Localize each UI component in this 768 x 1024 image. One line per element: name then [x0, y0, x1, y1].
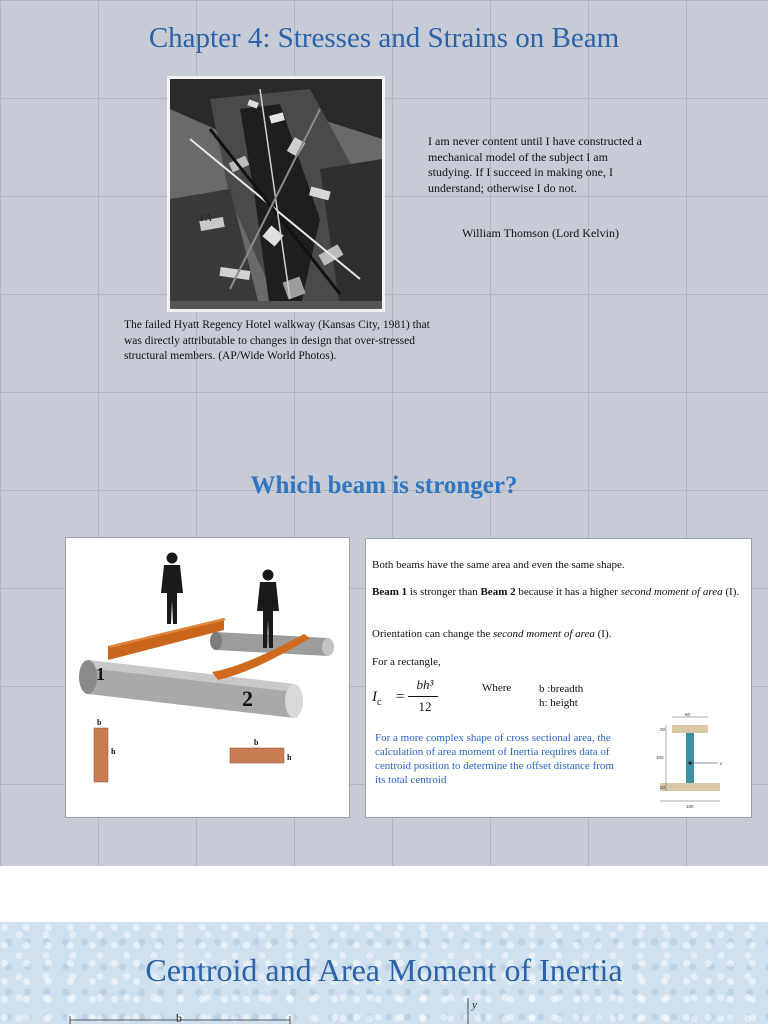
- quote-author: William Thomson (Lord Kelvin): [462, 226, 619, 240]
- orientation-term: second moment of area: [492, 628, 595, 640]
- variable-definitions: [539, 682, 583, 710]
- complex-shape-text: For a more complex shape of cross sectional area, the calculation of area moment of Inertia requires data of centroid position to determine the offset distance from its total centroid: [375, 732, 614, 786]
- hyatt-collapse-photo: [167, 76, 385, 312]
- orientation-suffix: (I).: [594, 628, 612, 640]
- inertia-formula: [372, 677, 452, 717]
- kelvin-quote: I am never content until I have constructed a mechanical model of the subject I am studying. If I succeed in making one, I understand; otherwise I do not.: [428, 134, 642, 195]
- second-moment-term: second moment of area: [620, 586, 723, 598]
- rectangle-text: For a rectangle,: [372, 656, 441, 668]
- beam-1-vertical: [108, 618, 226, 660]
- slide-2-title: Centroid and Area Moment of Inertia: [145, 952, 623, 988]
- because-text: because it has a higher: [515, 586, 621, 598]
- beams-illustration: [66, 538, 349, 817]
- slide-title: Chapter 4: Stresses and Strains on Beam: [148, 22, 620, 54]
- y-axis-label: y: [472, 999, 477, 1011]
- beam-1-term: Beam 1: [372, 586, 408, 598]
- photo-mark: FA: [200, 213, 213, 224]
- formula-numerator: bh³: [416, 677, 434, 692]
- ibeam-web-dim: 100: [656, 755, 664, 760]
- explanation-box: [365, 538, 752, 818]
- section-1-b-label: b: [97, 718, 102, 727]
- support-cylinder-front: [79, 660, 303, 718]
- stronger-beam-text: [372, 585, 746, 599]
- same-area-text: Both beams have the same area and even the same shape.: [372, 559, 625, 571]
- formula-fraction-bar: [408, 696, 438, 697]
- cross-section-vertical: [94, 718, 116, 782]
- beam-comparison-figure: [65, 537, 350, 818]
- ibeam-top-dim: 60: [685, 712, 691, 717]
- centroid-diagram-partial: [0, 922, 768, 1024]
- orientation-text: [372, 627, 746, 641]
- breadth-definition: b :breadth: [539, 683, 584, 695]
- ibeam-bottom-flange-dim: 20: [660, 785, 666, 790]
- section-heading: Which beam is stronger?: [250, 472, 518, 499]
- person-on-beam-1: [161, 553, 183, 625]
- height-definition: h: height: [539, 697, 578, 709]
- cross-section-horizontal: [230, 738, 292, 763]
- i-symbol-text: (I).: [722, 586, 740, 598]
- photo-caption: The failed Hyatt Regency Hotel walkway (Kansas City, 1981) that was directly attributable to changes in design that over-stressed structural members. (AP/Wide World Photos).: [124, 319, 430, 362]
- slide-centroid-inertia: [0, 922, 768, 1024]
- beam-1-label: 1: [96, 664, 105, 684]
- collapse-debris-image: [170, 79, 382, 309]
- where-label: Where: [482, 682, 512, 694]
- beam-2-label: 2: [242, 686, 253, 711]
- section-2-h-label: h: [287, 753, 292, 762]
- section-1-h-label: h: [111, 747, 116, 756]
- ibeam-flange-dim: 20: [660, 727, 666, 732]
- ibeam-bottom-dim: 100: [686, 804, 694, 809]
- ibeam-x-axis-label: x: [720, 762, 723, 767]
- i-beam-section-diagram: [636, 711, 748, 811]
- beam-2-term: Beam 2: [480, 586, 516, 598]
- width-dimension-label: b: [176, 1011, 182, 1024]
- orientation-prefix: Orientation can change the: [372, 628, 493, 640]
- formula-equals: =: [396, 689, 405, 705]
- section-2-b-label: b: [254, 738, 259, 747]
- formula-denominator: 12: [418, 699, 432, 714]
- stronger-than-text: is stronger than: [407, 586, 481, 598]
- formula-lhs: $I_c$: [372, 689, 382, 708]
